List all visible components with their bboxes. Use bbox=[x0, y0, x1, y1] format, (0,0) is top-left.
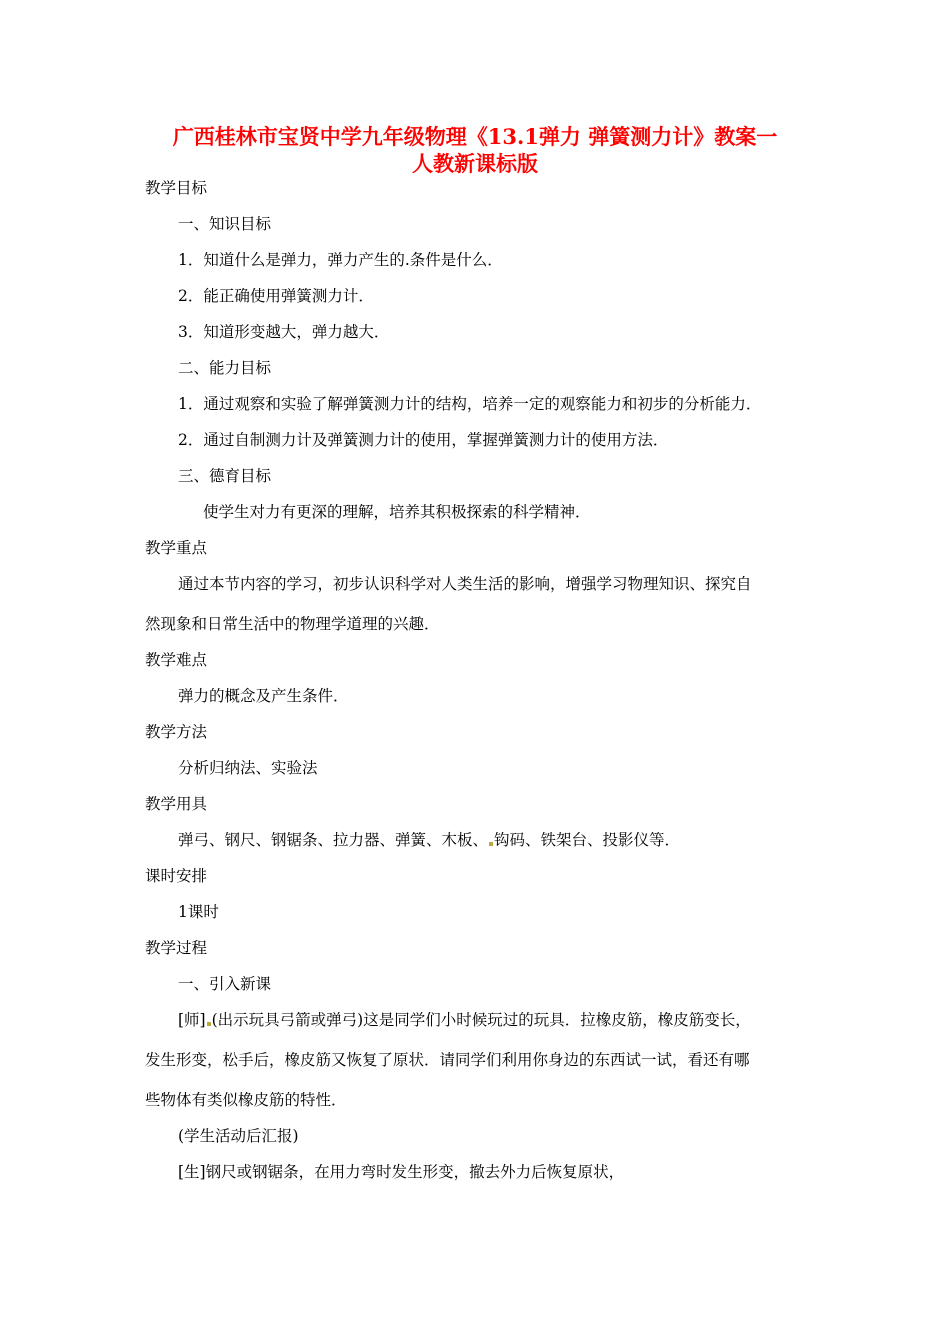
heading-ability: 二、能力目标 bbox=[178, 359, 272, 377]
knowledge-item-1: 1．知道什么是弹力，弹力产生的.条件是什么． bbox=[178, 251, 503, 269]
heading-methods: 教学方法 bbox=[145, 723, 208, 741]
ability-item-1: 1．通过观察和实验了解弹簧测力计的结构，培养一定的观察能力和初步的分析能力． bbox=[178, 395, 762, 413]
methods-text: 分析归纳法、实验法 bbox=[178, 759, 318, 777]
tools-text-b: 钩码、铁架台、投影仪等． bbox=[494, 831, 681, 849]
teacher-tag: [师] bbox=[178, 1011, 206, 1029]
marker-dot bbox=[207, 1022, 211, 1026]
tools-text-a: 弹弓、钢尺、钢锯条、拉力器、弹簧、木板、 bbox=[178, 831, 489, 849]
knowledge-item-3: 3．知道形变越大，弹力越大． bbox=[178, 323, 390, 341]
teacher-line1-text: (出示玩具弓箭或弹弓)这是同学们小时候玩过的玩具．拉橡皮筋，橡皮筋变长， bbox=[211, 1011, 751, 1029]
knowledge-item-2: 2．能正确使用弹簧测力计． bbox=[178, 287, 374, 305]
ability-item-2: 2．通过自制测力计及弹簧测力计的使用，掌握弹簧测力计的使用方法． bbox=[178, 431, 669, 449]
key-points-line2: 然现象和日常生活中的物理学道理的兴趣． bbox=[145, 615, 440, 633]
process-section1: 一、引入新课 bbox=[178, 975, 272, 993]
teacher-line1 bbox=[178, 1010, 751, 1030]
marker-dot bbox=[489, 842, 493, 846]
schedule-text: 1课时 bbox=[178, 903, 219, 921]
heading-objectives: 教学目标 bbox=[145, 179, 208, 197]
heading-schedule: 课时安排 bbox=[145, 867, 208, 885]
student-line: [生]钢尺或钢锯条，在用力弯时发生形变，撤去外力后恢复原状， bbox=[178, 1163, 625, 1181]
document-title-line1: 广西桂林市宝贤中学九年级物理《13.1弹力 弹簧测力计》教案一 bbox=[172, 124, 778, 149]
moral-text: 使学生对力有更深的理解，培养其积极探索的科学精神． bbox=[203, 503, 591, 521]
heading-key-points: 教学重点 bbox=[145, 539, 208, 557]
document-title-line2: 人教新课标版 bbox=[412, 151, 538, 176]
heading-moral: 三、德育目标 bbox=[178, 467, 272, 485]
teacher-line3: 些物体有类似橡皮筋的特性． bbox=[145, 1091, 347, 1109]
teacher-line2: 发生形变，松手后，橡皮筋又恢复了原状．请同学们利用你身边的东西试一试，看还有哪 bbox=[145, 1051, 750, 1069]
heading-knowledge: 一、知识目标 bbox=[178, 215, 272, 233]
difficulties-text: 弹力的概念及产生条件． bbox=[178, 687, 349, 705]
student-activity: (学生活动后汇报) bbox=[178, 1127, 299, 1145]
tools-text bbox=[178, 830, 680, 850]
heading-process: 教学过程 bbox=[145, 939, 208, 957]
heading-difficulties: 教学难点 bbox=[145, 651, 208, 669]
key-points-line1: 通过本节内容的学习，初步认识科学对人类生活的影响，增强学习物理知识、探究自 bbox=[178, 575, 752, 593]
heading-tools: 教学用具 bbox=[145, 795, 208, 813]
